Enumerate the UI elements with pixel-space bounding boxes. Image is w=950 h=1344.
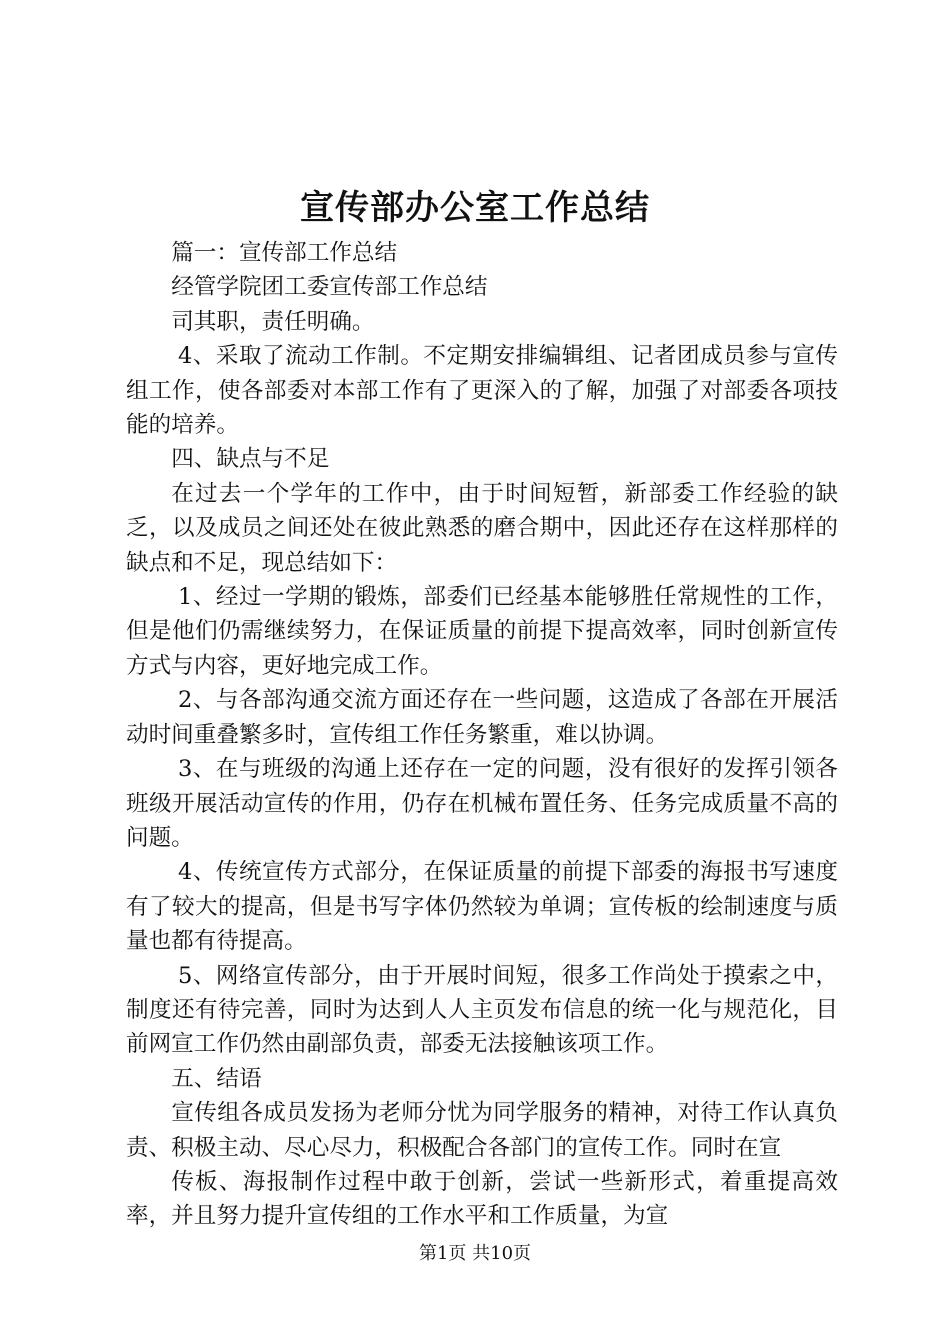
page-footer: 第1页 共10页	[418, 1243, 532, 1264]
paragraph-section-heading: 四、缺点与不足	[171, 446, 330, 473]
paragraph: 在过去一个学年的工作中，由于时间短暂，新部委工作经验的缺乏，以及成员之间还处在彼此熟悉的磨合期中，因此还存在这样那样的缺点和不足，现总结如下：	[126, 480, 838, 576]
paragraph-section-heading: 五、结语	[171, 1065, 262, 1092]
paragraph-numbered-item: 3、在与班级的沟通上还存在一定的问题，没有很好的发挥引领各班级开展活动宣传的作用，仍存在机械布置任务、任务完成质量不高的问题。	[126, 756, 838, 851]
paragraph-numbered-item: 1、经过一学期的锻炼，部委们已经基本能够胜任常规性的工作，但是他们仍需继续努力，在保证质量的前提下提高效率，同时创新宣传方式与内容，更好地完成工作。	[126, 584, 838, 679]
page-title: 宣传部办公室工作总结	[300, 188, 650, 228]
paragraph-numbered-item: 5、网络宣传部分，由于开展时间短，很多工作尚处于摸索之中，制度还有待完善，同时为达到人人主页发布信息的统一化与规范化，目前网宣工作仍然由副部负责，部委无法接触该项工作。	[126, 962, 838, 1058]
paragraph: 传板、海报制作过程中敢于创新，尝试一些新形式，着重提高效率，并且努力提升宣传组的工作水平和工作质量，为宣	[126, 1168, 838, 1230]
paragraph: 司其职，责任明确。	[171, 308, 375, 335]
paragraph-subtitle: 经管学院团工委宣传部工作总结	[171, 274, 488, 301]
paragraph-numbered-item: 4、采取了流动工作制。不定期安排编辑组、记者团成员参与宣传组工作，使各部委对本部工作有了更深入的了解，加强了对部委各项技能的培养。	[126, 343, 838, 439]
document-body	[126, 236, 838, 1234]
paragraph-numbered-item: 2、与各部沟通交流方面还存在一些问题，这造成了各部在开展活动时间重叠繁多时，宣传组工作任务繁重，难以协调。	[126, 687, 838, 748]
paragraph-numbered-item: 4、传统宣传方式部分，在保证质量的前提下部委的海报书写速度有了较大的提高，但是书写字体仍然较为单调；宣传板的绘制速度与质量也都有待提高。	[126, 859, 838, 955]
paragraph: 宣传组各成员发扬为老师分忧为同学服务的精神，对待工作认真负责、积极主动、尽心尽力，积极配合各部门的宣传工作。同时在宣	[126, 1100, 838, 1161]
paragraph-section-heading: 篇一：宣传部工作总结	[171, 240, 398, 266]
